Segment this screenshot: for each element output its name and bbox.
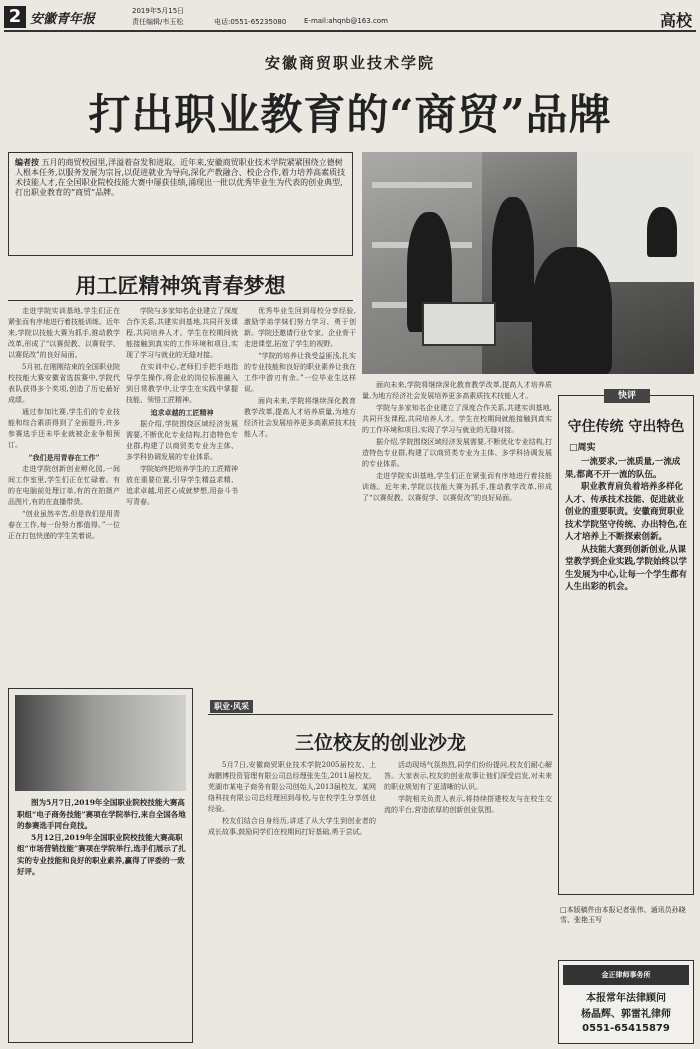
section1-title: 用工匠精神筑青春梦想 [75, 273, 286, 298]
section2-bar [208, 700, 553, 714]
paragraph: 走进学院实训基地,学生们正在紧张而有序地进行着技能训练。近年来,学院以技能大赛为抓手,推动教学改革,形成了“以赛促教、以赛促学、以赛促改”的良好局面。 [362, 472, 552, 502]
paragraph: 5月7日,安徽商贸职业技术学院2005届校友、上海鹏博投资管理有限公司总经理张先生,2011届校友、芜湖市某电子商务有限公司创始人,2013届校友、某网络科技有限公司总经理回到母校,与在校学生分享创业经验。 [208, 761, 376, 813]
paragraph: 一流要求,一流质量,一流成果,都离不开一流的队伍。 [565, 457, 681, 480]
subheading: 追求卓越的工匠精神 [150, 408, 214, 417]
paragraph: 在实训中心,老师们手把手地指导学生操作,将企业的岗位标准融入到日常教学中,让学生在实践中掌握技能、领悟工匠精神。 [126, 363, 238, 404]
paragraph: “学院的培养让我受益匪浅,扎实的专业技能和良好的职业素养让我在工作中游刃有余。”一位毕业生这样说。 [244, 352, 356, 393]
byline: □本版稿件由本报记者张伟、通讯员孙晓雪、张艳玉写 [560, 906, 686, 924]
paragraph: 职业教育肩负着培养多样化人才、传承技术技能、促进就业创业的重要职责。安徽商贸职业技术学院坚守传统、办出特色,在人才培养上不断探索创新。 [565, 482, 687, 542]
paragraph: 走进学院实训基地,学生们正在紧张而有序地进行着技能训练。近年来,学院以技能大赛为抓手,推动教学改革,形成了“以赛促教、以赛促学、以赛促改”的良好局面。 [8, 307, 120, 359]
paragraph: 走进学院创新创业孵化园,一间间工作室里,学生们正在忙碌着。有的在电脑前处理订单,有的在拍摄产品图片,有的在直播带货。 [8, 465, 120, 506]
paragraph: 据介绍,学院围绕区域经济发展需要,不断优化专业结构,打造特色专业群,构建了以商贸类专业为主体、多学科协调发展的专业体系。 [126, 420, 238, 461]
competition-photo [15, 695, 186, 791]
article-title: 打出职业教育的“商贸”品牌 [88, 90, 612, 139]
paragraph: 校友们结合自身经历,讲述了从大学生到创业者的成长故事,鼓励同学们在校期间打好基础,勇于尝试。 [208, 817, 376, 836]
paragraph: 学院与多家知名企业建立了深度合作关系,共建实训基地,共同开发课程,共同培养人才。学生在校期间就能接触到真实的工作环境和项目,实现了学习与就业的无缝对接。 [126, 307, 238, 359]
section2-title: 三位校友的创业沙龙 [294, 732, 466, 754]
section-name: 高校 [659, 11, 692, 30]
note-text: 五月的商贸校园里,洋溢着奋发和进取。近年来,安徽商贸职业技术学院紧紧围绕立德树人根本任务,以服务发展为宗旨,以促进就业为导向,深化产教融合、校企合作,着力培养高素质技术技能人才,在全国职业院校技能大赛中屡获佳绩,涌现出一批以优秀毕业生为代表的创业典型,打出职业教育的“商贸”品牌。 [15, 158, 346, 197]
paragraph: 面向未来,学院将继续深化教育教学改革,提高人才培养质量,为地方经济社会发展培养更多高素质技术技能人才。 [362, 381, 552, 400]
paragraph: 5月初,在刚刚结束的全国职业院校技能大赛安徽省选拔赛中,学院代表队获得多个奖项,创造了历史最好成绩。 [8, 363, 120, 404]
paragraph: 学院与多家知名企业建立了深度合作关系,共建实训基地,共同开发课程,共同培养人才。学生在校期间就能接触到真实的工作环境和项目,实现了学习与就业的无缝对接。 [362, 404, 552, 434]
article-column-2 [126, 306, 238, 682]
editor-note [8, 152, 353, 256]
ad-phone: 0551-65415879 [582, 1023, 670, 1034]
ad-line-1: 本报常年法律顾问 [586, 993, 666, 1004]
email: E-mail:ahqnb@163.com [304, 17, 388, 25]
caption-paragraph: 图为5月7日,2019年全国职业院校技能大赛高职组“电子商务技能”赛项在学院举行,来自全国各地的参赛选手同台竞技。 [17, 798, 186, 830]
note-label: 编者按 [15, 157, 39, 167]
article-subtitle: 安徽商贸职业技术学院 [264, 54, 435, 72]
caption-paragraph: 5月12日,2019年全国职业院校技能大赛高职组“市场营销技能”赛项在学院举行,选手们展示了扎实的专业技能和良好的职业素养,赢得了评委的一致好评。 [17, 832, 186, 876]
law-firm-ad [558, 960, 694, 1044]
paragraph: 面向未来,学院将继续深化教育教学改革,提高人才培养质量,为地方经济社会发展培养更多高素质技术技能人才。 [244, 397, 356, 438]
section2-column-1 [208, 760, 376, 1044]
ad-line-2: 杨晶辉、郭雷礼律师 [581, 1009, 671, 1020]
article-column-4 [362, 380, 552, 690]
page-header [4, 4, 696, 32]
editor: 责任编辑/韦玉松 [132, 18, 184, 26]
workshop-photo [362, 152, 694, 374]
section2-column-2 [384, 760, 552, 1044]
paragraph: 优秀毕业生回到母校分享经验,激励学弟学妹们努力学习、勇于创新。学院还邀请行业专家、企业骨干走进课堂,拓宽了学生的视野。 [244, 307, 356, 348]
paragraph: 据介绍,学院围绕区域经济发展需要,不断优化专业结构,打造特色专业群,构建了以商贸类专业为主体、多学科协调发展的专业体系。 [362, 438, 552, 468]
phone: 电话:0551-65235080 [214, 18, 287, 26]
paper-name: 安徽青年报 [30, 12, 96, 27]
commentary-title: 守住传统 守出特色 [567, 419, 685, 435]
commentary-tag: 快评 [604, 389, 650, 403]
paragraph: 通过参加比赛,学生们的专业技能和综合素质得到了全面提升,许多参赛选手还未毕业就被企业争相预订。 [8, 408, 120, 449]
page-number: 2 [4, 6, 26, 28]
section2-tag: 职业·风采 [210, 700, 253, 713]
article-column-3 [244, 306, 356, 682]
subheading: “我们是用青春在工作” [28, 453, 100, 462]
paragraph: 学院始终把培养学生的工匠精神放在重要位置,引导学生精益求精、追求卓越,用匠心成就梦想,用奋斗书写青春。 [126, 465, 238, 506]
law-firm-logo: 金正律师事务所 [563, 965, 689, 985]
paragraph: “创业虽然辛苦,但是我们是用青春在工作,每一份努力都值得。”一位正在打包快递的学生笑着说。 [8, 510, 120, 540]
paragraph: 从技能大赛到创新创业,从课堂教学到企业实践,学院始终以学生发展为中心,让每一个学生都有人生出彩的机会。 [565, 544, 687, 592]
commentary-box [558, 391, 694, 895]
paragraph: 活动现场气氛热烈,同学们纷纷提问,校友们耐心解答。大家表示,校友的创业故事让他们深受启发,对未来的职业规划有了更清晰的认识。 [384, 761, 552, 791]
paragraph: 学院相关负责人表示,将持续搭建校友与在校生交流的平台,营造浓厚的创新创业氛围。 [384, 795, 552, 814]
competition-photo-box [8, 688, 193, 1043]
issue-date: 2019年5月15日 [132, 7, 185, 15]
commentary-body [565, 456, 687, 886]
commentary-author: □周实 [569, 443, 596, 453]
photo-caption [17, 797, 186, 1037]
article-column-1 [8, 306, 120, 682]
